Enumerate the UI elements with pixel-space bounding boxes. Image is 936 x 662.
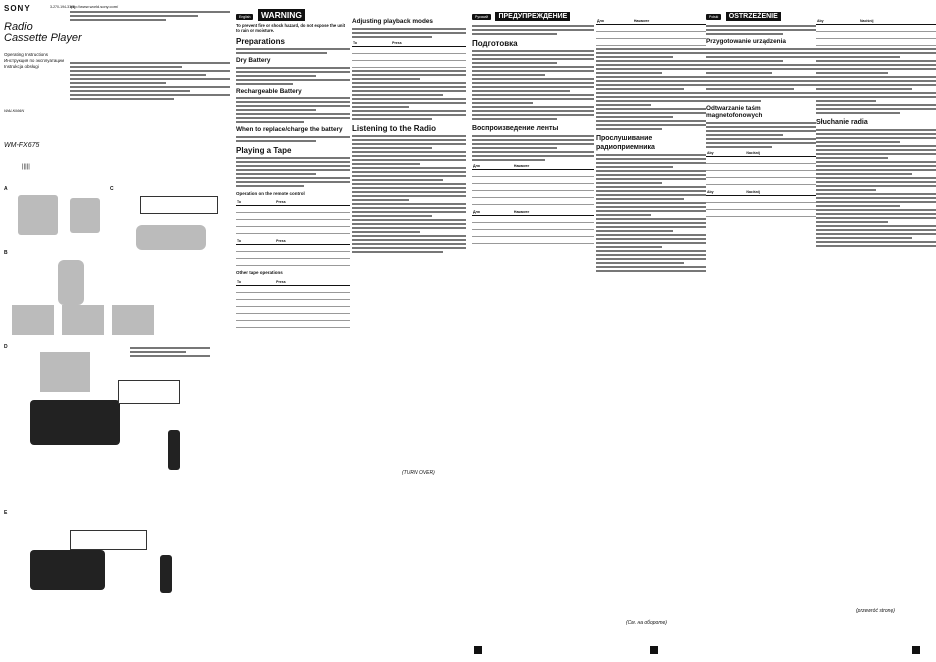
lang-tab-ru: Русский — [472, 14, 491, 20]
recycling-notes — [70, 60, 230, 102]
corner-mark — [474, 646, 482, 654]
charger-illustration — [136, 225, 206, 250]
model-code: 3-270-194-31(1) — [50, 5, 76, 9]
heading-remote-operation: Operation on the remote control — [236, 190, 305, 196]
table-pl-3: Aby Naciśnij — [816, 18, 936, 46]
battery-indicator-illustration — [140, 196, 218, 214]
table-ru-3: Для Нажмите — [596, 18, 706, 46]
belt-clip-illustration — [58, 260, 84, 305]
table-other-operations: To Press — [236, 279, 350, 328]
display-callout-d — [118, 380, 180, 404]
product-title — [4, 22, 82, 44]
table-pl-1: Aby Naciśnij — [706, 150, 816, 185]
title-line-2: Cassette Player — [4, 32, 82, 44]
warning-heading-ru: ПРЕДУПРЕЖДЕНИЕ — [495, 12, 570, 21]
turn-over-note-pl: (przewróć stronę) — [856, 608, 895, 614]
heading-radio-pl: Słuchanie radia — [816, 119, 868, 126]
cover-column — [0, 0, 232, 662]
polish-column-1 — [706, 0, 816, 662]
heading-other-operations: Other tape operations — [236, 270, 283, 275]
polish-column-2 — [816, 0, 936, 662]
heading-playback-pl: Odtwarzanie taśm magnetofonowych — [706, 104, 763, 119]
model-number: WM-FX675 — [4, 142, 40, 149]
remote-control-d — [168, 430, 180, 470]
heading-radio-ru: Прослушивание радиоприемника — [596, 135, 655, 151]
heading-playback-ru: Воспроизведение ленты — [472, 125, 559, 132]
warning-heading-pl: OSTRZEŻENIE — [726, 12, 781, 21]
english-column-2 — [352, 0, 466, 662]
brand-logo: SONY — [4, 4, 31, 13]
lang-tab-pl: Polski — [706, 14, 721, 20]
lang-tab-en: English — [236, 14, 253, 20]
warning-text-en: To prevent fire or shock hazard, do not expose the unit to rain or moisture. — [236, 23, 346, 33]
heading-prep-pl: Przygotowanie urządzenia — [706, 38, 786, 45]
table-player-operation: To Press — [236, 238, 350, 266]
heading-preparation-ru: Подготовка — [472, 39, 518, 48]
cassette-insert-1 — [12, 305, 54, 335]
fig-label-a: A — [4, 186, 8, 192]
tape-illustration — [40, 352, 90, 392]
turn-over-note: (TURN OVER) — [402, 470, 435, 476]
heading-playing-tape: Playing a Tape — [236, 145, 292, 155]
fig-label-e: E — [4, 510, 8, 516]
warning-heading-en: WARNING — [258, 9, 305, 21]
table-playback-modes: To Press — [352, 40, 466, 68]
table-pl-2: Aby Naciśnij — [706, 189, 816, 217]
corner-mark-3 — [912, 646, 920, 654]
russian-column-2 — [596, 0, 706, 662]
english-column-1 — [236, 0, 350, 662]
fig-label-d: D — [4, 344, 8, 350]
subtitle-en: Operating Instructions — [4, 52, 49, 57]
support-text — [70, 11, 230, 21]
subtitle-pl: Instrukcja obsługi — [4, 64, 39, 69]
heading-preparations: Preparations — [236, 37, 285, 46]
table-ru-1: Для Нажмите — [472, 163, 594, 205]
player-illustration-d — [30, 400, 120, 445]
corner-mark-2 — [650, 646, 658, 654]
russian-column-1 — [472, 0, 594, 662]
fig-label-b: B — [4, 250, 8, 256]
support-header — [70, 4, 230, 23]
cassette-insert-3 — [112, 305, 154, 335]
display-callout-e — [70, 530, 147, 550]
see-back-note: (См. на обороте) — [626, 620, 667, 626]
barcode-bars: ||||| — [22, 164, 30, 170]
heading-when-to-replace: When to replace/charge the battery — [236, 126, 343, 133]
walkman-logo: WALKMAN — [4, 108, 25, 113]
battery-compartment-illustration — [18, 195, 58, 235]
battery-insert-illustration — [70, 198, 100, 233]
subtitle-block — [4, 52, 64, 70]
remote-control-e — [160, 555, 172, 593]
heading-rechargeable-battery: Rechargeable Battery — [236, 87, 302, 95]
heading-listening-radio: Listening to the Radio — [352, 123, 436, 133]
heading-dry-battery: Dry Battery — [236, 57, 271, 64]
title-line-1: Radio — [4, 21, 33, 33]
fig-label-c: C — [110, 186, 114, 192]
table-remote-operation: To Press — [236, 199, 350, 234]
cassette-insert-2 — [62, 305, 104, 335]
heading-adjusting-playback: Adjusting playback modes — [352, 18, 433, 25]
player-illustration-e — [30, 550, 105, 590]
subtitle-ru: Инструкция по эксплуатации — [4, 58, 65, 63]
figure-d-notes — [130, 345, 210, 359]
table-ru-2: Для Нажмите — [472, 209, 594, 244]
support-url: http://www.world.sony.com/ — [70, 4, 119, 9]
